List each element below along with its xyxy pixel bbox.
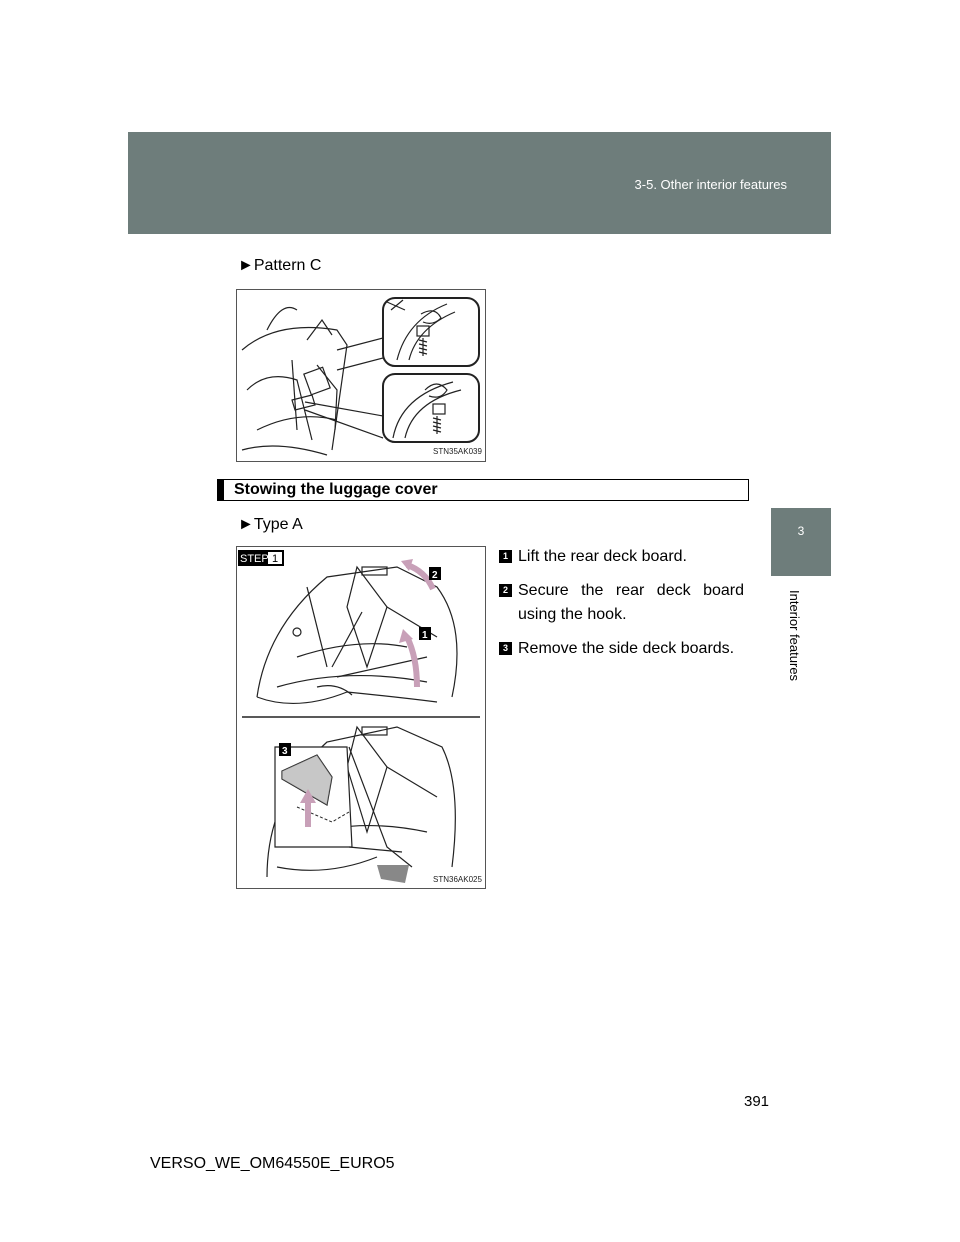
- step-text: Remove the side deck boards.: [518, 640, 735, 657]
- step-badge-text: STEP: [240, 553, 269, 565]
- step-text: Secure the rear deck board using the hook.: [518, 582, 744, 623]
- step-number: 3: [499, 642, 512, 655]
- callout-2: 2: [432, 570, 438, 581]
- step-badge-number: 1: [272, 553, 279, 565]
- type-a-illustration: [236, 546, 486, 889]
- cargo-hook-drawing: [237, 290, 485, 461]
- chapter-label: Interior features: [787, 590, 802, 682]
- section-heading-text: Stowing the luggage cover: [234, 481, 438, 498]
- deck-board-drawing: [237, 547, 485, 888]
- page-number: 391: [744, 1093, 770, 1110]
- step-item: [499, 545, 744, 569]
- step-text: Lift the rear deck board.: [518, 548, 687, 565]
- step-number: 2: [499, 584, 512, 597]
- document-code: VERSO_WE_OM64550E_EURO5: [150, 1155, 395, 1172]
- section-title: 3-5. Other interior features: [634, 177, 787, 192]
- callout-3: 3: [282, 746, 288, 757]
- step-item: [499, 579, 744, 627]
- figure-code: STN36AK025: [433, 875, 482, 884]
- callout-1: 1: [422, 630, 428, 641]
- page-header: [128, 132, 831, 234]
- chapter-tab: [771, 508, 831, 576]
- step-item: [499, 637, 744, 661]
- chapter-number: 3: [797, 524, 805, 538]
- pattern-c-label: ►Pattern C: [238, 257, 322, 274]
- type-a-label: ►Type A: [238, 516, 303, 533]
- pattern-c-illustration: [236, 289, 486, 462]
- instruction-steps: [499, 545, 744, 671]
- step-number: 1: [499, 550, 512, 563]
- section-heading: [217, 479, 749, 501]
- figure-code: STN35AK039: [433, 447, 482, 456]
